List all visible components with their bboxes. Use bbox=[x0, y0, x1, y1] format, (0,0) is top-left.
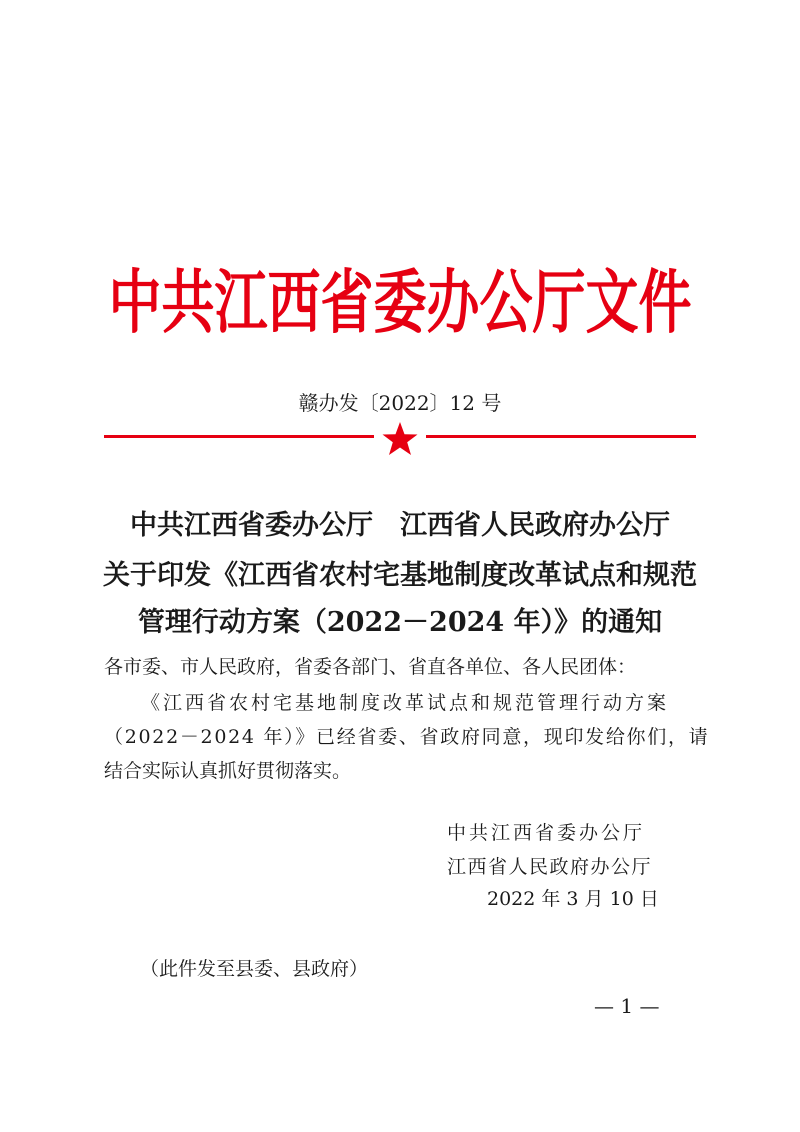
body-paragraph-line-3: 结合实际认真抓好贯彻落实。 bbox=[104, 760, 352, 782]
document-number: 赣办发〔2022〕12 号 bbox=[298, 391, 502, 415]
notice-title-line-1: 中共江西省委办公厅 江西省人民政府办公厅 bbox=[130, 510, 670, 541]
header-divider-left bbox=[104, 435, 374, 438]
red-star-icon bbox=[381, 421, 419, 457]
document-header-title: 中共江西省委办公厅文件 bbox=[108, 263, 692, 343]
notice-title-line-3: 管理行动方案（2022－2024 年）》的通知 bbox=[137, 607, 663, 638]
page-number: — 1 — bbox=[594, 994, 660, 1018]
header-divider-right bbox=[426, 435, 696, 438]
signature-org-2: 江西省人民政府办公厅 bbox=[447, 856, 653, 878]
distribution-note: （此件发至县委、县政府） bbox=[140, 958, 369, 980]
body-paragraph-line-1: 《江西省农村宅基地制度改革试点和规范管理行动方案 bbox=[141, 692, 670, 714]
salutation: 各市委、市人民政府，省委各部门、省直各单位、各人民团体： bbox=[104, 656, 637, 678]
body-paragraph-line-2: （2022－2024 年）》已经省委、省政府同意，现印发给你们，请 bbox=[104, 726, 710, 748]
signature-date: 2022 年 3 月 10 日 bbox=[487, 888, 659, 910]
signature-org-1: 中共江西省委办公厅 bbox=[447, 822, 646, 844]
notice-title-line-2: 关于印发《江西省农村宅基地制度改革试点和规范 bbox=[103, 560, 697, 591]
